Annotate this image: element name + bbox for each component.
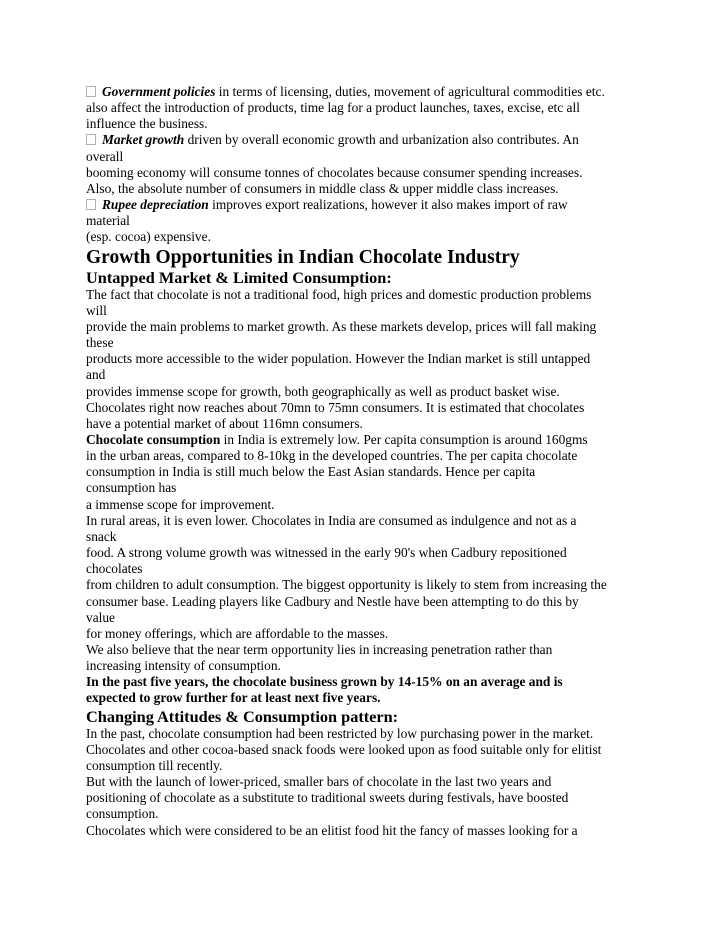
text-line: food. A strong volume growth was witnessed in the early 90's when Cadbury repositioned xyxy=(86,545,567,561)
text-line: booming economy will consume tonnes of chocolates because consumer spending increases. xyxy=(86,164,583,180)
text-line: consumption has xyxy=(86,480,177,496)
bold-growth-statement: In the past five years, the chocolate business grown by 14-15% on an average and is xyxy=(86,674,563,690)
text-line: Chocolates right now reaches about 70mn to 75mn consumers. It is estimated that chocolates xyxy=(86,399,585,415)
bullet-lead: Rupee depreciation xyxy=(102,197,209,213)
text-line: these xyxy=(86,335,114,351)
text-line: consumption. xyxy=(86,806,159,822)
text-run: in India is extremely low. Per capita consumption is around 160gms xyxy=(220,431,588,447)
bullet-lead: Market growth xyxy=(102,132,185,148)
text-line: Chocolates and other cocoa-based snack foods were looked upon as food suitable only for elitist xyxy=(86,741,602,757)
inline-bold-term: Chocolate consumption xyxy=(86,431,221,447)
text-line: But with the launch of lower-priced, smaller bars of chocolate in the last two years and xyxy=(86,774,552,790)
text-line: and xyxy=(86,367,106,383)
text-line: We also believe that the near term opportunity lies in increasing penetration rather than xyxy=(86,642,553,657)
bold-growth-statement: expected to grow further for at least next five years. xyxy=(86,690,381,706)
text-line: material xyxy=(86,213,130,229)
text-line: influence the business. xyxy=(86,116,208,132)
text-line: a immense scope for improvement. xyxy=(86,496,275,512)
text-line: In the past, chocolate consumption had been restricted by low purchasing power in the market. xyxy=(86,725,594,741)
text-line: overall xyxy=(86,148,124,164)
bullet-government-policies xyxy=(86,84,656,100)
text-line: from children to adult consumption. The biggest opportunity is likely to stem from increasing the xyxy=(86,577,607,593)
text-line: also affect the introduction of products, time lag for a product launches, taxes, excise, etc all xyxy=(86,100,580,116)
text-line: increasing intensity of consumption. xyxy=(86,658,281,674)
text-line: Chocolates which were considered to be an elitist food hit the fancy of masses looking for a xyxy=(86,822,578,838)
bullet-lead: Government policies xyxy=(102,84,216,99)
text-line: snack xyxy=(86,528,117,544)
section-heading-untapped-market: Untapped Market & Limited Consumption: xyxy=(86,267,392,287)
text-line: in the urban areas, compared to 8-10kg in the developed countries. The per capita chocolate xyxy=(86,448,578,464)
bullet-market-growth xyxy=(86,132,656,148)
bullet-text: driven by overall economic growth and urbanization also contributes. An xyxy=(184,132,579,148)
text-line: positioning of chocolate as a substitute to traditional sweets during festivals, have boosted xyxy=(86,790,569,806)
text-line: provides immense scope for growth, both geographically as well as product basket wise. xyxy=(86,383,560,399)
bullet-box-icon xyxy=(86,199,96,210)
text-line: consumption till recently. xyxy=(86,757,223,773)
section-heading-changing-attitudes: Changing Attitudes & Consumption pattern: xyxy=(86,706,399,726)
chocolate-consumption-line xyxy=(86,432,656,448)
text-line: products more accessible to the wider population. However the Indian market is still untapped xyxy=(86,351,591,367)
text-line: The fact that chocolate is not a traditional food, high prices and domestic production problems xyxy=(86,286,592,302)
bullet-box-icon xyxy=(86,86,96,97)
text-line: for money offerings, which are affordable to the masses. xyxy=(86,625,389,641)
main-heading: Growth Opportunities in Indian Chocolate Industry xyxy=(86,246,520,268)
document-body xyxy=(86,84,656,839)
bullet-box-icon xyxy=(86,134,96,145)
text-line: Also, the absolute number of consumers in middle class & upper middle class increases. xyxy=(86,180,559,196)
text-line: consumption in India is still much below the East Asian standards. Hence per capita xyxy=(86,464,536,480)
bullet-text: improves export realizations, however it also makes import of raw xyxy=(208,197,568,213)
text-line: In rural areas, it is even lower. Chocolates in India are consumed as indulgence and not as a xyxy=(86,512,577,528)
text-line: consumer base. Leading players like Cadbury and Nestle have been attempting to do this by xyxy=(86,593,579,609)
bullet-text: in terms of licensing, duties, movement of agricultural commodities etc. xyxy=(215,84,605,99)
text-line: provide the main problems to market growth. As these markets develop, prices will fall making xyxy=(86,318,597,334)
text-line: have a potential market of about 116mn consumers. xyxy=(86,415,363,431)
bullet-rupee-depreciation xyxy=(86,197,656,213)
text-line: (esp. cocoa) expensive. xyxy=(86,229,211,245)
text-line: value xyxy=(86,609,115,625)
text-line: will xyxy=(86,302,107,318)
text-line: chocolates xyxy=(86,561,143,577)
